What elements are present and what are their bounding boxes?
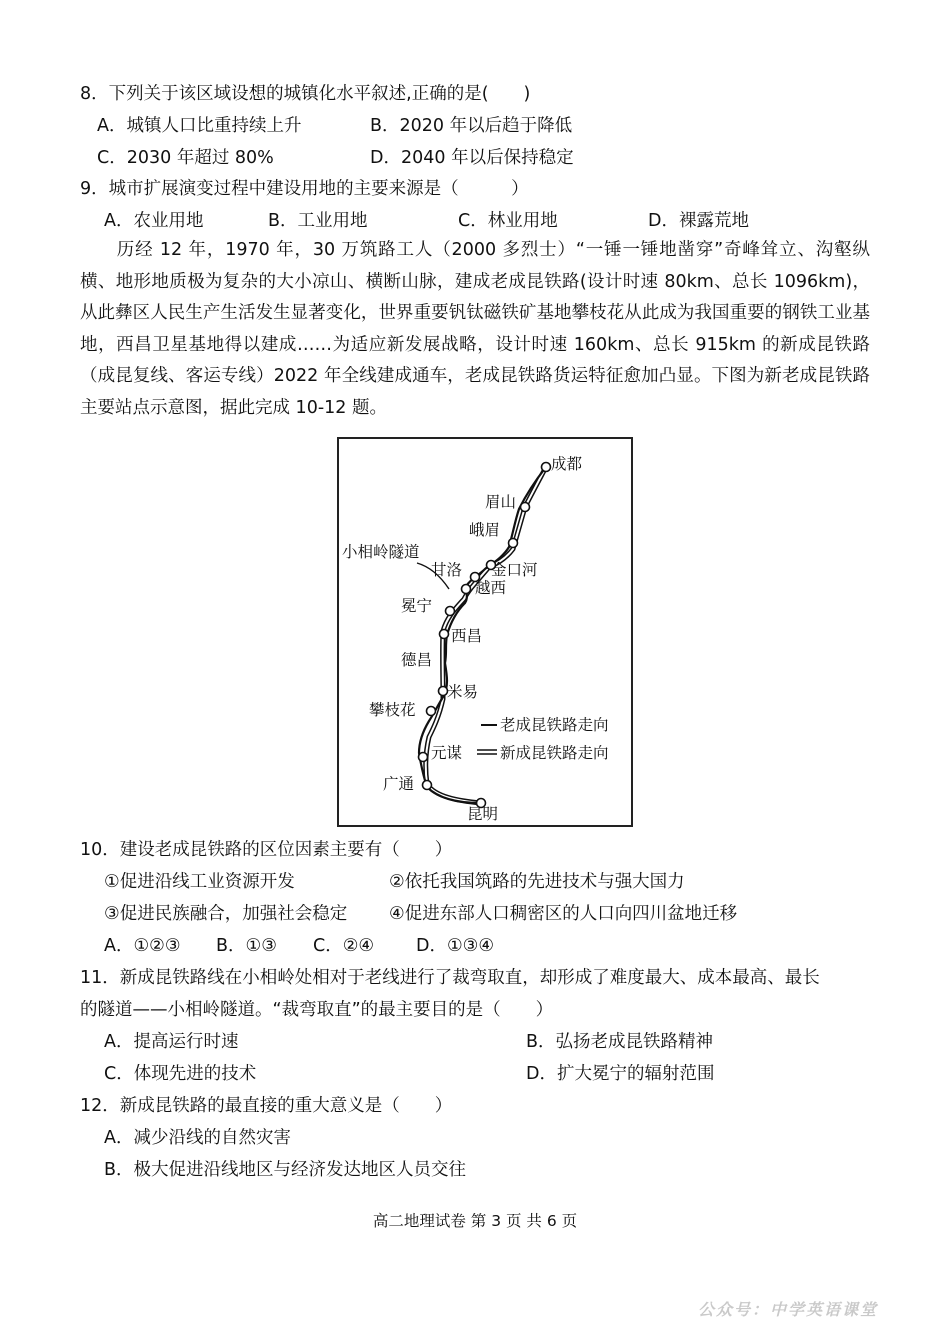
station-yuexi-dot: [462, 585, 471, 594]
station-guangtong-dot: [423, 781, 432, 790]
q8-option-b: B．2020 年以后趋于降低: [370, 116, 573, 136]
q10-option-1: ①促进沿线工业资源开发: [104, 872, 295, 892]
station-xichang-dot: [440, 630, 449, 639]
q11-stem-line1: 11．新成昆铁路线在小相岭处相对于老线进行了裁弯取直，却形成了难度最大、成本最高、最长: [80, 968, 820, 988]
label-ganluo: 甘洛: [431, 561, 463, 579]
label-dechang: 德昌: [401, 651, 433, 669]
station-chengdu-dot: [542, 463, 551, 472]
station-panzhihua-dot: [427, 707, 436, 716]
q10-choice-d: D．①③④: [416, 936, 495, 956]
q12-option-a: A．减少沿线的自然灾害: [104, 1128, 291, 1148]
railway-map: [337, 437, 633, 827]
q8-stem: 8．下列关于该区域设想的城镇化水平叙述,正确的是( ): [80, 84, 531, 104]
label-jinkouhe: 金口河: [491, 561, 538, 579]
label-xiaoxiangling: 小相岭隧道: [342, 543, 420, 561]
q11-option-c: C．体现先进的技术: [104, 1064, 257, 1084]
label-guangtong: 广通: [383, 775, 415, 793]
q11-stem-line2: 的隧道——小相岭隧道。“裁弯取直”的最主要目的是（ ）: [80, 1000, 554, 1020]
q9-option-a: A．农业用地: [104, 211, 204, 231]
q12-stem: 12．新成昆铁路的最直接的重大意义是（ ）: [80, 1096, 453, 1116]
station-yuanmou-dot: [419, 753, 428, 762]
station-meishan-dot: [521, 503, 530, 512]
legend-new-label: 新成昆铁路走向: [500, 744, 609, 762]
q10-option-2: ②依托我国筑路的先进技术与强大国力: [389, 872, 685, 892]
page-footer: 高二地理试卷 第 3 页 共 6 页: [372, 1212, 578, 1230]
legend-old-label: 老成昆铁路走向: [500, 716, 609, 734]
label-panzhihua: 攀枝花: [369, 701, 416, 719]
label-chengdu: 成都: [551, 455, 583, 473]
label-mianning: 冕宁: [401, 597, 433, 615]
q10-option-3: ③促进民族融合，加强社会稳定: [104, 904, 348, 924]
q10-stem: 10．建设老成昆铁路的区位因素主要有（ ）: [80, 840, 453, 860]
watermark: 公众号：中学英语课堂: [697, 1300, 878, 1319]
label-yuanmou: 元谋: [431, 744, 463, 762]
q10-choice-c: C．②④: [313, 936, 375, 956]
label-miyi: 米易: [447, 683, 479, 701]
q12-option-b: B．极大促进沿线地区与经济发达地区人员交往: [104, 1160, 467, 1180]
q11-option-a: A．提高运行时速: [104, 1032, 239, 1052]
q8-option-c: C．2030 年超过 80%: [97, 148, 274, 168]
reading-passage: 历经 12 年，1970 年，30 万筑路工人（2000 多烈士）“一锤一锤地凿穿”奇峰耸立、沟壑纵横、地形地质极为复杂的大小凉山、横断山脉，建成老成昆铁路(设计时速 80km、总长 1096km)，从此彝区人民生产生活发生显著变化，世界重要钒钛磁铁矿基地攀枝花从此成为我国重要的钢铁工业基地，西昌卫星基地得以建成……为适应新发展战略，设计时速 160km、总长 915km 的新成昆铁路（成昆复线、客运专线）2022 年全线建成通车，老成昆铁路货运特征愈加凸显。下图为新老成昆铁路主要站点示意图，据此完成 10-12 题。: [80, 240, 870, 418]
q11-option-b: B．弘扬老成昆铁路精神: [526, 1032, 714, 1052]
q9-option-d: D．裸露荒地: [648, 211, 749, 231]
q11-option-d: D．扩大冕宁的辐射范围: [526, 1064, 715, 1084]
q9-stem: 9．城市扩展演变过程中建设用地的主要来源是（ ）: [80, 179, 529, 199]
station-emei-dot: [509, 539, 518, 548]
q8-option-d: D．2040 年以后保持稳定: [370, 148, 574, 168]
q10-choice-a: A．①②③: [104, 936, 181, 956]
label-yuexi: 越西: [475, 579, 507, 597]
q10-option-4: ④促进东部人口稠密区的人口向四川盆地迁移: [389, 904, 738, 924]
q9-option-c: C．林业用地: [458, 211, 558, 231]
label-meishan: 眉山: [485, 493, 517, 511]
q10-choice-b: B．①③: [216, 936, 277, 956]
q9-option-b: B．工业用地: [268, 211, 368, 231]
label-xichang: 西昌: [451, 627, 483, 645]
label-kunming: 昆明: [467, 805, 499, 823]
q8-option-a: A．城镇人口比重持续上升: [97, 116, 302, 136]
station-mianning-dot: [446, 607, 455, 616]
label-emei: 峨眉: [469, 521, 501, 539]
